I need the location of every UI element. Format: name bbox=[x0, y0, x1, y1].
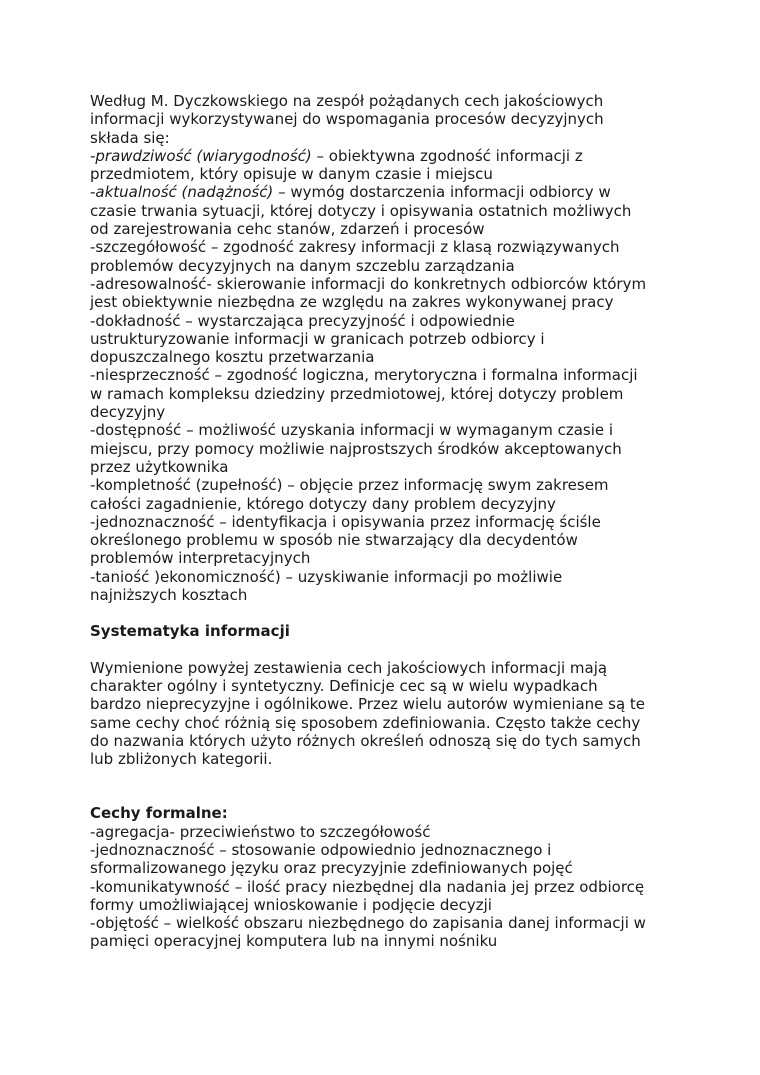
feature-line bbox=[90, 183, 680, 201]
text-line: problemów interpretacyjnych bbox=[90, 549, 311, 568]
text-line: od zarejestrowania cehc stanów, zdarzeń i procesów bbox=[90, 220, 485, 239]
text-line: ustrukturyzowanie informacji w granicach potrzeb odbiorcy i bbox=[90, 329, 545, 348]
text-line: -dokładność – wystarczająca precyzyjność i odpowiednie bbox=[90, 311, 515, 330]
text-line: -agregacja- przeciwieństwo to szczegółowość bbox=[90, 822, 431, 841]
text-line: Wymienione powyżej zestawienia cech jakościowych informacji mają bbox=[90, 658, 608, 677]
text-line: -objętość – wielkość obszaru niezbędnego do zapisania danej informacji w bbox=[90, 914, 646, 933]
text-line: przez użytkownika bbox=[90, 457, 229, 476]
text-line: pamięci operacyjnej komputera lub na innymi nośniku bbox=[90, 932, 498, 951]
feature-line bbox=[90, 147, 680, 165]
text-line: Według M. Dyczkowskiego na zespół pożądanych cech jakościowych bbox=[90, 92, 604, 110]
systematics-paragraph bbox=[90, 659, 680, 769]
text-line: miejscu, przy pomocy możliwie najprostszych środków akceptowanych bbox=[90, 439, 622, 458]
text-line: bardzo nieprecyzyjne i ogólnikowe. Przez wielu autorów wymieniane są te bbox=[90, 695, 646, 714]
text-line: formy umożliwiającej wnioskowanie i podjęcie decyzji bbox=[90, 895, 492, 914]
feature-term: -prawdziwość (wiarygodność) bbox=[90, 146, 312, 165]
text-line: -taniość )ekonomiczność) – uzyskiwanie informacji po możliwie bbox=[90, 567, 563, 586]
text-line: decyzyjny bbox=[90, 403, 166, 422]
text-line: charakter ogólny i syntetyczny. Definicje cec są w wielu wypadkach bbox=[90, 676, 598, 695]
text-line: lub zbliżonych kategorii. bbox=[90, 750, 273, 769]
feature-term: -aktualność (nadążność) bbox=[90, 183, 274, 202]
text-line: dopuszczalnego kosztu przetwarzania bbox=[90, 348, 375, 367]
text-line: składa się: bbox=[90, 128, 170, 147]
text-line: całości zagadnienie, którego dotyczy dany problem decyzyjny bbox=[90, 494, 556, 513]
text-line: same cechy choć różnią się sposobem zdefiniowania. Często także cechy bbox=[90, 713, 641, 732]
feature-definition: – wymóg dostarczenia informacji odbiorcy w bbox=[273, 183, 611, 202]
text-line: -adresowalność- skierowanie informacji do konkretnych odbiorców którym bbox=[90, 274, 647, 293]
feature-definition: – obiektywna zgodność informacji z bbox=[311, 146, 583, 165]
text-line: problemów decyzyjnych na danym szczeblu zarządzania bbox=[90, 256, 515, 275]
document-page bbox=[90, 92, 680, 951]
text-line: -szczegółowość – zgodność zakresy informacji z klasą rozwiązywanych bbox=[90, 238, 620, 257]
text-line: -komunikatywność – ilość pracy niezbędnej dla nadania jej przez odbiorcę bbox=[90, 877, 645, 896]
text-line: określonego problemu w sposób nie stwarzający dla decydentów bbox=[90, 531, 578, 550]
text-line: -jednoznaczność – identyfikacja i opisywania przez informację ściśle bbox=[90, 512, 601, 531]
text-line: -jednoznaczność – stosowanie odpowiednio jednoznacznego i bbox=[90, 840, 552, 859]
text-line: czasie trwania sytuacji, której dotyczy i opisywania ostatnich możliwych bbox=[90, 201, 632, 220]
text-line: informacji wykorzystywanej do wspomagania procesów decyzyjnych bbox=[90, 110, 604, 129]
text-line: do nazwania których użyto różnych określeń odnoszą się do tych samych bbox=[90, 731, 641, 750]
text-line: w ramach kompleksu dziedziny przedmiotowej, której dotyczy problem bbox=[90, 384, 624, 403]
text-line: sformalizowanego języku oraz precyzyjnie zdefiniowanych pojęć bbox=[90, 859, 573, 878]
formal-features-list bbox=[90, 823, 680, 951]
text-line: najniższych kosztach bbox=[90, 586, 248, 605]
text-line: -niesprzeczność – zgodność logiczna, merytoryczna i formalna informacji bbox=[90, 366, 638, 385]
section-heading-systematics: Systematyka informacji bbox=[90, 622, 290, 641]
intro-paragraph bbox=[90, 92, 680, 604]
section-heading-formal: Cechy formalne: bbox=[90, 804, 228, 823]
text-line: przedmiotem, który opisuje w danym czasie i miejscu bbox=[90, 165, 493, 184]
text-line: -dostępność – możliwość uzyskania informacji w wymaganym czasie i bbox=[90, 421, 614, 440]
text-line: jest obiektywnie niezbędna ze względu na zakres wykonywanej pracy bbox=[90, 293, 614, 312]
text-line: -kompletność (zupełność) – objęcie przez informację swym zakresem bbox=[90, 476, 609, 495]
